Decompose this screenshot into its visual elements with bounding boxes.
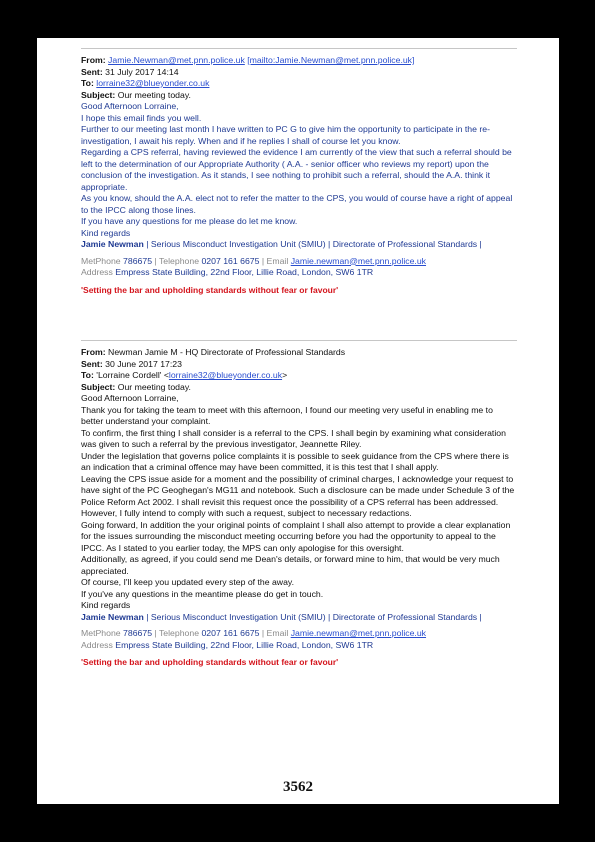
from-line bbox=[81, 55, 517, 67]
address-label: Address bbox=[81, 267, 116, 277]
address-value: Empress State Building, 22nd Floor, Lillie Road, London, SW6 1TR bbox=[115, 639, 374, 650]
sent-date: 31 July 2017 14:14 bbox=[105, 66, 179, 77]
address-line bbox=[81, 640, 517, 652]
from-label: From: bbox=[81, 347, 106, 357]
document-page bbox=[37, 38, 559, 804]
to-line bbox=[81, 370, 517, 382]
email-2 bbox=[81, 340, 517, 669]
signature bbox=[81, 239, 517, 251]
body-paragraph: As you know, should the A.A. elect not to refer the matter to the CPS, you would of course have a right of appeal to the IPCC along those lines. bbox=[81, 193, 513, 215]
signature bbox=[81, 612, 517, 624]
email-1 bbox=[81, 48, 517, 296]
body-paragraph: Additionally, as agreed, if you could send me Dean's details, or forward mine to him, that would be very much appreciated. bbox=[81, 554, 500, 576]
telephone-value: 0207 161 6675 bbox=[201, 628, 260, 638]
motto: 'Setting the bar and upholding standards without fear or favour' bbox=[81, 657, 339, 667]
sent-label: Sent: bbox=[81, 66, 103, 77]
metphone-label: MetPhone bbox=[81, 628, 124, 638]
contact-line bbox=[81, 628, 517, 640]
body-line: Good Afternoon Lorraine, bbox=[81, 101, 179, 111]
body-paragraph: Going forward, In addition the your original points of complaint I shall also attempt to provide a clear explanation for the issues surrounding the misconduct meeting occurring before you had the opportunity to appeal to the IPCC. As I stated to you earlier today, the MPS can only apologise for this oversight. bbox=[81, 519, 511, 553]
from-name: Newman Jamie M - HQ Directorate of Professional Standards bbox=[108, 347, 346, 357]
address-label: Address bbox=[81, 639, 116, 650]
contact-line bbox=[81, 256, 517, 268]
body-paragraph: Thank you for taking the team to meet with this afternoon, I found our meeting very useful in enabling me to better understand your complaint. bbox=[81, 404, 493, 426]
telephone-value: 0207 161 6675 bbox=[201, 255, 260, 266]
sent-label: Sent: bbox=[81, 358, 103, 369]
signature-name: Jamie Newman bbox=[81, 611, 144, 622]
body-line: Of course, I'll keep you updated every step of the away. bbox=[81, 577, 295, 587]
signature-email-link[interactable]: Jamie.newman@met.pnn.police.uk bbox=[290, 628, 427, 638]
subject-text: Our meeting today. bbox=[117, 381, 191, 392]
metphone-value: 786675 bbox=[123, 255, 153, 266]
body-line: I hope this email finds you well. bbox=[81, 112, 202, 123]
body-line: Good Afternoon Lorraine, bbox=[81, 393, 179, 403]
from-mailto-link[interactable]: [mailto:Jamie.Newman@met.pnn.police.uk] bbox=[247, 55, 415, 65]
to-close: > bbox=[282, 370, 288, 380]
subject-line bbox=[81, 90, 517, 102]
body-line: If you have any questions for me please do let me know. bbox=[81, 216, 298, 226]
to-email-link[interactable]: lorraine32@blueyonder.co.uk bbox=[168, 370, 283, 380]
subject-label: Subject: bbox=[81, 89, 116, 100]
subject-label: Subject: bbox=[81, 381, 116, 392]
signature-email-link[interactable]: Jamie.newman@met.pnn.police.uk bbox=[290, 255, 427, 266]
metphone-value: 786675 bbox=[123, 628, 153, 638]
page-number: 3562 bbox=[283, 779, 313, 795]
body-paragraph: To confirm, the first thing I shall consider is a referral to the CPS. I shall begin by examining what consideration was given to such a referral by the previous investigator, Jeannette Riley. bbox=[81, 427, 506, 449]
telephone-label: | Telephone bbox=[152, 255, 202, 266]
sent-date: 30 June 2017 17:23 bbox=[105, 358, 182, 369]
body-line: If you've any questions in the meantime please do get in touch. bbox=[81, 588, 324, 599]
email-label: | Email bbox=[259, 628, 291, 638]
from-email-link[interactable]: Jamie.Newman@met.pnn.police.uk bbox=[108, 55, 245, 65]
to-line bbox=[81, 78, 517, 90]
signature-unit: | Serious Misconduct Investigation Unit (SMIU) | Directorate of Professional Standards | bbox=[143, 611, 482, 622]
address-line bbox=[81, 267, 517, 279]
to-label: To: bbox=[81, 370, 94, 380]
closing: Kind regards bbox=[81, 227, 131, 238]
body-paragraph: Leaving the CPS issue aside for a moment and the possibility of criminal charges, I acknowledge your request to have sight of the PC Geoghegan's MG11 and notebook. Such a disclosure can be made under Schedule 3 of the Police Reform Act 2002. I shall revisit this request once the possibility of a CPS referral has been addressed. However, I fully intend to comply with such a request, subject to necessary redactions. bbox=[81, 473, 515, 518]
email-label: | Email bbox=[259, 255, 291, 266]
body-paragraph: Regarding a CPS referral, having reviewed the evidence I am currently of the view that such a referral should be left to the determination of our Appropriate Authority ( A.A. - senior officer who reviews my report) upon the conclusion of the investigation. As it stands, I see nothing to prohibit such a referral, should the A.A. think it appropriate. bbox=[81, 147, 512, 192]
from-line bbox=[81, 347, 517, 359]
subject-line bbox=[81, 382, 517, 394]
body-paragraph: Further to our meeting last month I have written to PC G to give him the opportunity to participate in the re-investigation, I await his reply. When and if he replies I shall of course let you know. bbox=[81, 124, 490, 146]
signature-unit: | Serious Misconduct Investigation Unit (SMIU) | Directorate of Professional Standards | bbox=[143, 239, 482, 249]
closing: Kind regards bbox=[81, 600, 131, 610]
header-divider bbox=[81, 340, 517, 341]
motto: 'Setting the bar and upholding standards without fear or favour' bbox=[81, 284, 339, 295]
signature-name: Jamie Newman bbox=[81, 239, 144, 249]
metphone-label: MetPhone bbox=[81, 255, 124, 266]
sent-line bbox=[81, 359, 517, 371]
body-paragraph: Under the legislation that governs police complaints it is possible to seek guidance from the CPS where there is an indication that a criminal offence may have been committed, it is this test that I shall apply. bbox=[81, 450, 509, 472]
address-value: Empress State Building, 22nd Floor, Lillie Road, London, SW6 1TR bbox=[115, 267, 374, 277]
to-label: To: bbox=[81, 78, 94, 88]
to-email-link[interactable]: lorraine32@blueyonder.co.uk bbox=[96, 78, 210, 88]
header-divider bbox=[81, 48, 517, 49]
sent-line bbox=[81, 67, 517, 79]
from-label: From: bbox=[81, 55, 106, 65]
subject-text: Our meeting today. bbox=[117, 89, 191, 100]
telephone-label: | Telephone bbox=[152, 628, 202, 638]
to-name: 'Lorraine Cordell' < bbox=[96, 370, 169, 380]
